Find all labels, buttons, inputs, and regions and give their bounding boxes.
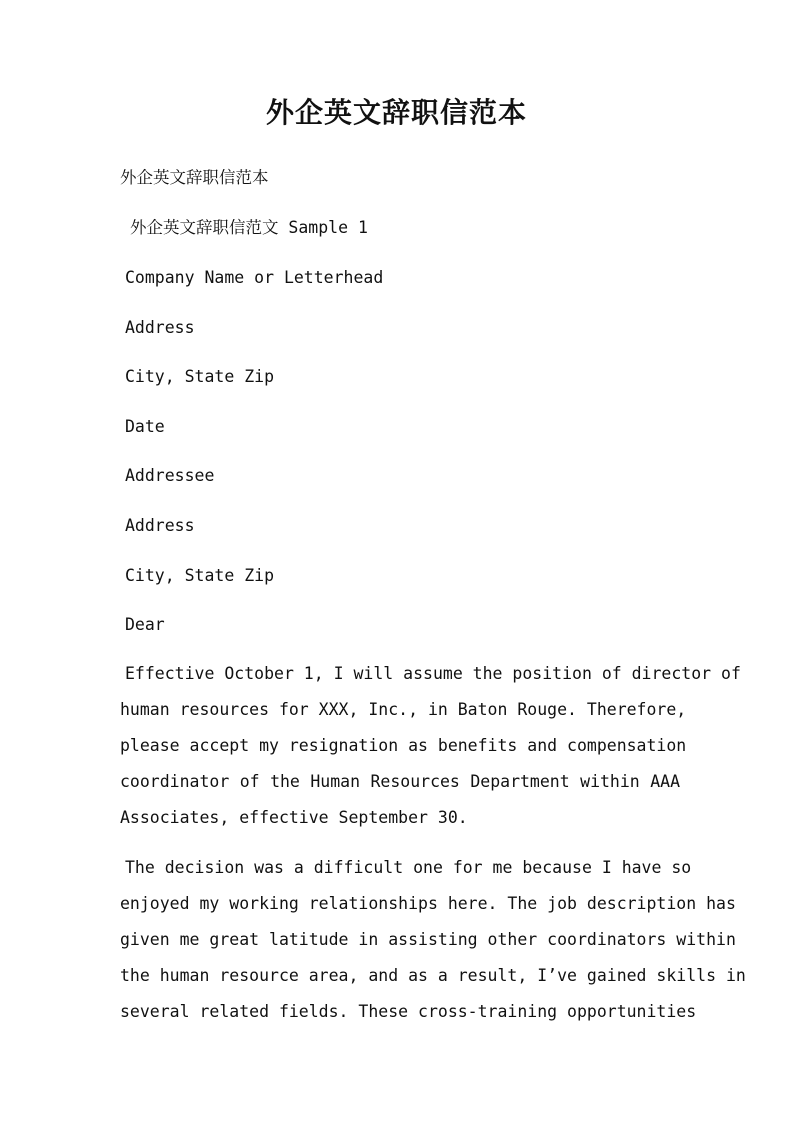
paragraph-resignation-notice: [120, 656, 741, 836]
recipient-name: Addressee: [125, 466, 215, 485]
salutation: Dear: [125, 615, 165, 634]
recipient-address: Address: [125, 516, 195, 535]
paragraph-line: Associates, effective September 30.: [120, 808, 468, 827]
paragraph-decision: [120, 850, 746, 1030]
paragraph-line: The decision was a difficult one for me because I have so: [125, 858, 692, 877]
sender-city-state-zip: City, State Zip: [125, 367, 275, 386]
sender-company: Company Name or Letterhead: [125, 268, 384, 287]
paragraph-line: coordinator of the Human Resources Department within AAA: [120, 772, 680, 791]
paragraph-line: human resources for XXX, Inc., in Baton Rouge. Therefore,: [120, 700, 687, 719]
letter-date: Date: [125, 417, 165, 436]
paragraph-line: Effective October 1, I will assume the position of director of: [125, 664, 741, 683]
intro-line: 外企英文辞职信范本: [120, 168, 269, 187]
paragraph-line: the human resource area, and as a result, I’ve gained skills in: [120, 966, 746, 985]
paragraph-line: enjoyed my working relationships here. The job description has: [120, 894, 736, 913]
sample-heading: 外企英文辞职信范文 Sample 1: [130, 218, 368, 237]
paragraph-line: please accept my resignation as benefits and compensation: [120, 736, 687, 755]
sender-address: Address: [125, 318, 195, 337]
document-title: 外企英文辞职信范本: [265, 96, 527, 129]
recipient-city-state-zip: City, State Zip: [125, 566, 275, 585]
paragraph-line: several related fields. These cross-training opportunities: [120, 1002, 697, 1021]
paragraph-line: given me great latitude in assisting other coordinators within: [120, 930, 736, 949]
